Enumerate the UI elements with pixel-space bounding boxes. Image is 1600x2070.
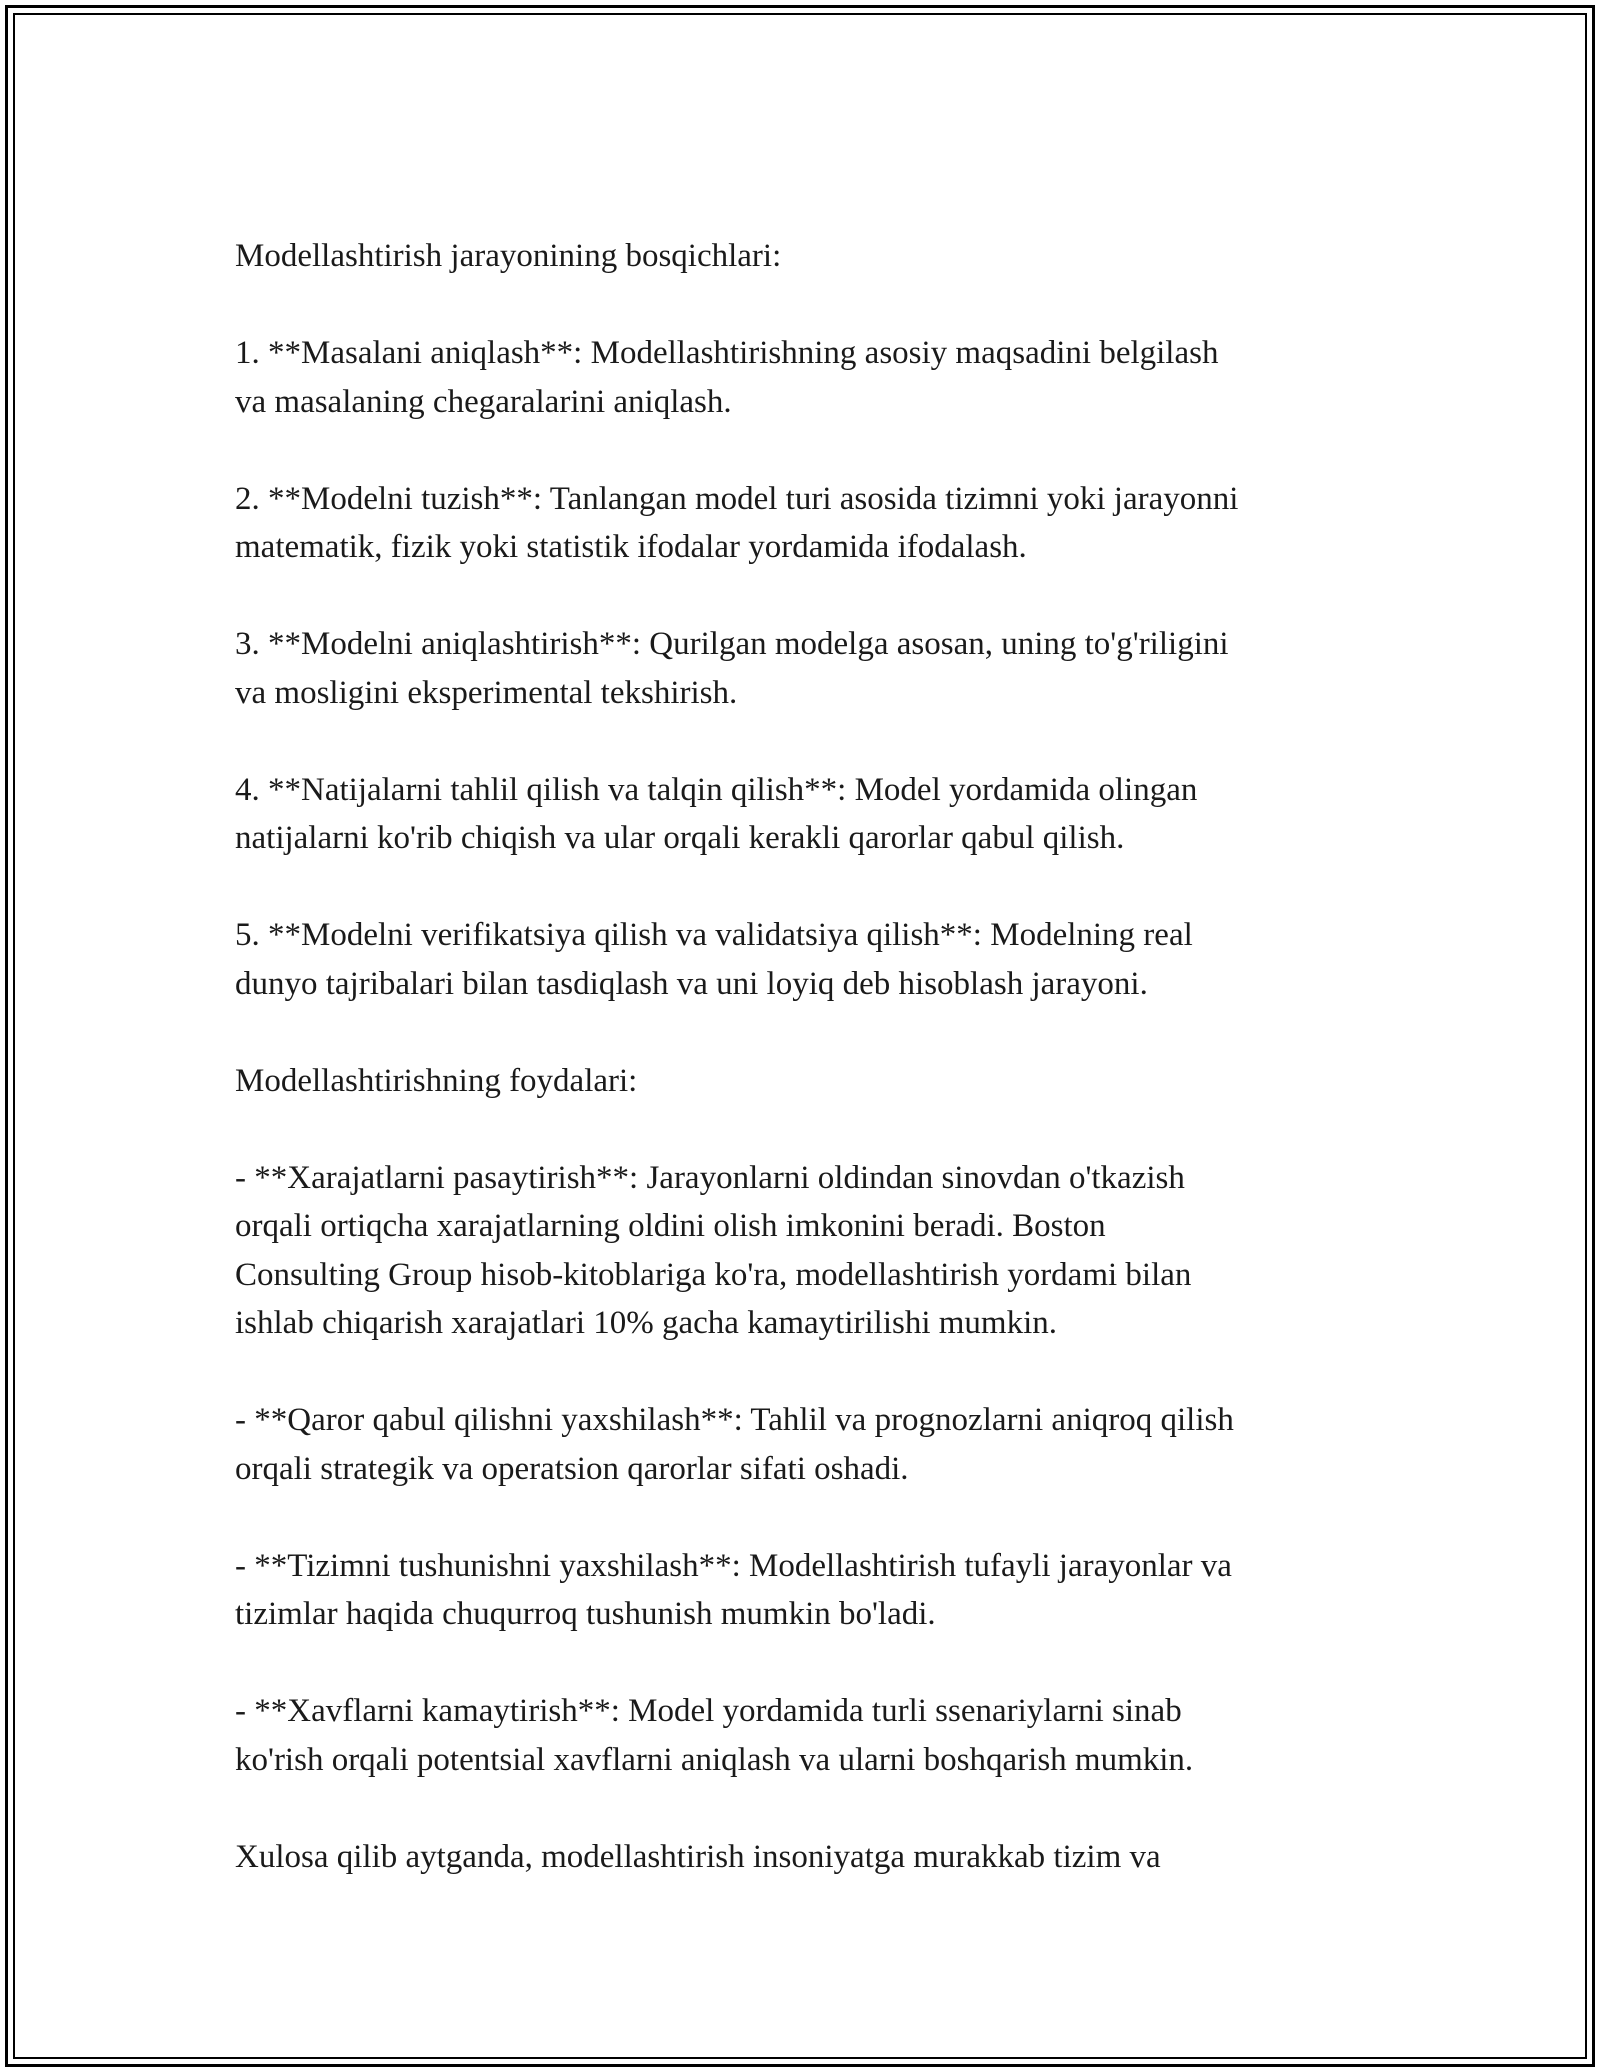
stage-item-3: 3. **Modelni aniqlashtirish**: Qurilgan modelga asosan, uning to'g'riligini va mosligini eksperimental tekshirish. [235, 626, 1229, 711]
section-heading-benefits: Modellashtirishning foydalari: [235, 1062, 638, 1099]
benefit-item-decisions: - **Qaror qabul qilishni yaxshilash**: Tahlil va prognozlarni aniqroq qilish orqali strategik va operatsion qarorlar sifati oshadi. [235, 1402, 1234, 1487]
conclusion-paragraph: Xulosa qilib aytganda, modellashtirish insoniyatga murakkab tizim va [235, 1838, 1161, 1875]
benefit-item-understanding: - **Tizimni tushunishni yaxshilash**: Modellashtirish tufayli jarayonlar va tizimlar haqida chuqurroq tushunish mumkin bo'ladi. [235, 1547, 1232, 1632]
benefit-item-risks: - **Xavflarni kamaytirish**: Model yordamida turli ssenariylarni sinab ko'rish orqali potentsial xavflarni aniqlash va ularni boshqarish mumkin. [235, 1693, 1194, 1778]
document-body [235, 232, 1375, 1930]
stage-item-2: 2. **Modelni tuzish**: Tanlangan model turi asosida tizimni yoki jarayonni matematik, fizik yoki statistik ifodalar yordamida ifodalash. [235, 480, 1239, 565]
stage-item-5: 5. **Modelni verifikatsiya qilish va validatsiya qilish**: Modelning real dunyo tajribalari bilan tasdiqlash va uni loyiq deb hisoblash jarayoni. [235, 917, 1193, 1002]
benefit-item-costs: - **Xarajatlarni pasaytirish**: Jarayonlarni oldindan sinovdan o'tkazish orqali ortiqcha xarajatlarning oldini olish imkonini beradi. Boston Consulting Group hisob-kitoblariga ko'ra, modellashtirish yordami bilan ishlab chiqarish xarajatlari 10% gacha kamaytirilishi mumkin. [235, 1159, 1192, 1341]
stage-item-1: 1. **Masalani aniqlash**: Modellashtirishning asosiy maqsadini belgilash va masalaning chegaralarini aniqlash. [235, 335, 1219, 420]
section-heading-stages: Modellashtirish jarayonining bosqichlari: [235, 238, 782, 274]
stage-item-4: 4. **Natijalarni tahlil qilish va talqin qilish**: Model yordamida olingan natijalarni ko'rib chiqish va ular orqali kerakli qarorlar qabul qilish. [235, 771, 1198, 856]
